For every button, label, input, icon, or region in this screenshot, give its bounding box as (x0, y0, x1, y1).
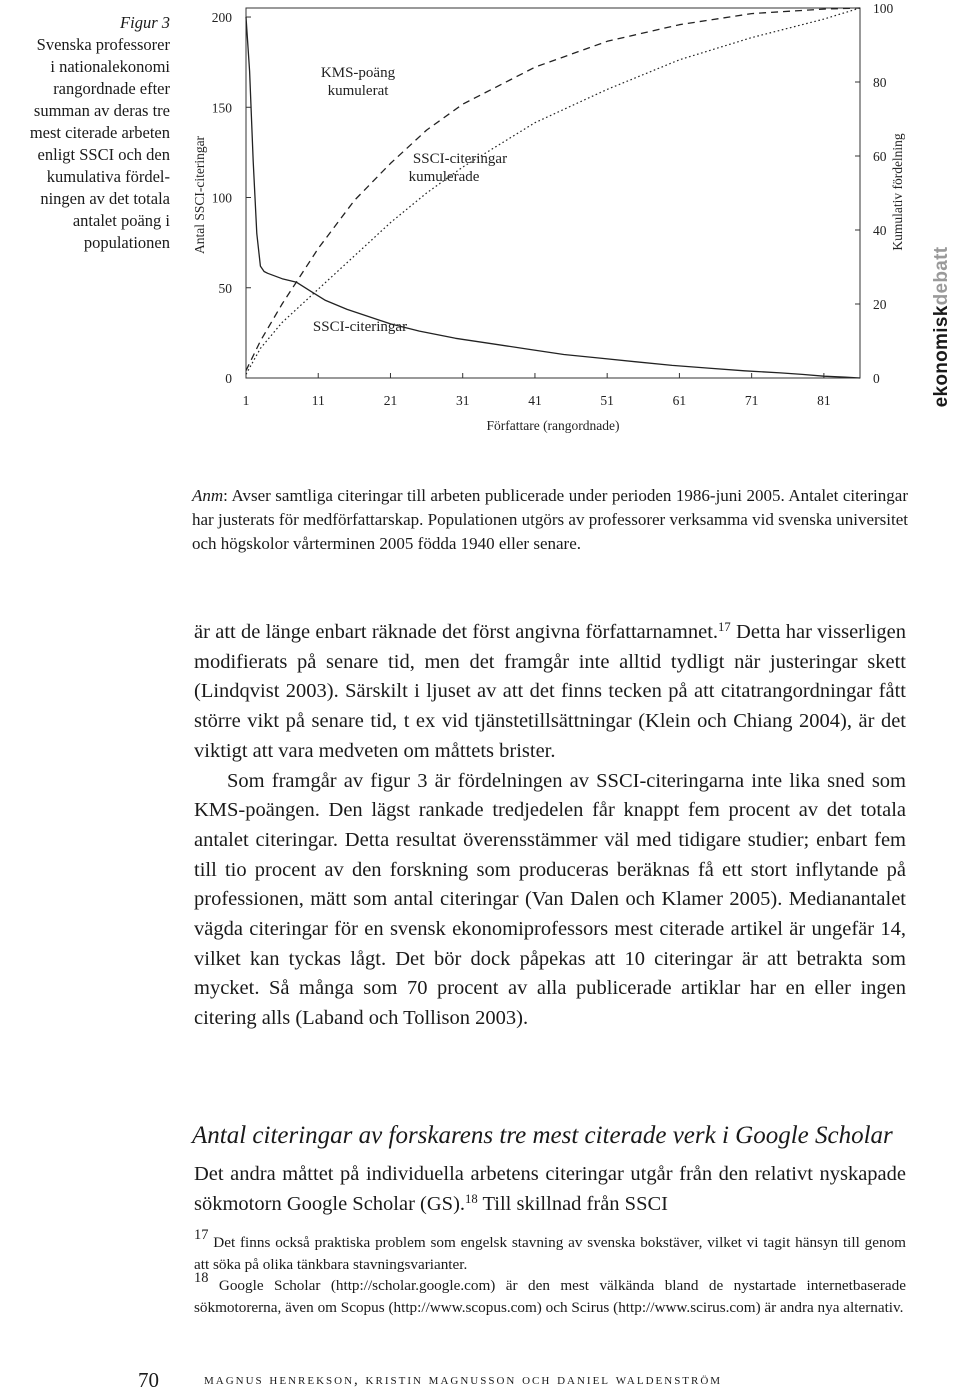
y-right-tick-label: 60 (873, 149, 887, 164)
y-right-tick-label: 80 (873, 75, 887, 90)
y-left-tick-label: 100 (211, 190, 232, 206)
x-tick-label: 11 (311, 393, 325, 408)
body-text-2 (194, 1160, 906, 1219)
x-tick-label: 51 (600, 393, 614, 408)
running-footer-authors: magnus henrekson, kristin magnusson och daniel waldenström (204, 1372, 723, 1388)
x-tick-label: 71 (744, 393, 759, 408)
page-number: 70 (138, 1368, 159, 1392)
x-tick-label: 81 (817, 393, 831, 408)
annotation-kms: KMS-poäng kumulerat (320, 65, 396, 99)
caption-line: enligt SSCI och den (37, 145, 170, 164)
x-tick-label: 21 (383, 393, 398, 408)
footnote-ref: 17 (718, 620, 731, 635)
citation-chart (0, 0, 960, 440)
x-tick-label: 1 (242, 393, 250, 408)
y-left-tick-label: 0 (225, 371, 232, 386)
paragraph: Det andra måttet på individuella arbetens citeringar utgår från den relativt nyskapade sökmotorn Google Scholar (GS).$^{18}$ Till skillnad från SSCI (194, 1163, 906, 1215)
caption-line: summan av deras tre (33, 101, 170, 120)
paragraph: Som framgår av figur 3 är fördelningen av SSCI-citeringarna inte lika sned som KMS-poängen. Den lägst rankade tredjedelen får knappt fem procent av det totala antalet citeringar. Detta resultat överensstämmer väl med tidigare studier; enbart fem till tio procent av den forskning som produceras beräknas få ett stort inflytande på professionen, mätt som antal citeringar (Van Dalen och Klamer 2005). Medianantalet vägda citeringar för en svensk ekonomiprofessors mest citerade artikel är ungefär 14, vilket kan tyckas lågt. Det bör dock påpekas att 10 citeringar är att betrakta som mycket. Så många som 70 procent av alla publicerade artiklar har en eller ingen citering alls (Laband och Tollison 2003). (194, 769, 906, 1030)
y-right-tick-label: 20 (873, 297, 887, 312)
caption-line: rangordnade efter (53, 79, 170, 98)
caption-line: Svenska professorer (36, 35, 170, 54)
x-axis-label: Författare (rangordnade) (486, 418, 620, 433)
footnotes (194, 1227, 906, 1318)
caption-line: mest citerade arbeten (29, 123, 170, 142)
footnote-ref: 18 (465, 1191, 478, 1206)
caption-line: i nationalekonomi (50, 57, 170, 76)
y-left-tick-label: 200 (211, 10, 232, 26)
note-label: Anm (192, 486, 224, 505)
x-tick-label: 41 (528, 393, 542, 408)
section-heading: Antal citeringar av forskarens tre mest citerade verk i Google Scholar (192, 1122, 893, 1149)
figure-label: Figur 3 (120, 13, 170, 32)
note-text: : Avser samtliga citeringar till arbeten publicerade under perioden 1986-juni 2005. Antalet citeringar har justerats för medförfattarskap. Populationen utgörs av professorer verksamma vid svenska universitet och högskolor vårterminen 2005 födda 1940 eller senare. (192, 486, 908, 553)
caption-line: populationen (83, 233, 170, 252)
y-right-tick-label: 100 (873, 1, 894, 16)
x-tick-label: 61 (672, 393, 687, 408)
y-left-tick-label: 50 (218, 280, 232, 296)
x-tick-label: 31 (455, 393, 470, 408)
y-axis-right-label: Kumulativ fördelning (890, 133, 905, 251)
chart-ticks (212, 1, 894, 408)
caption-line: ningen av det totala (40, 189, 170, 208)
footnote: $^{18}$ Google Scholar (http://scholar.google.com) är den mest välkända bland de nystartade internetbaserade sökmotorerna, även om Scopus (http://www.scopus.com) och Scirus (http://www.scirus.com) är andra nya alternativ. (194, 1270, 906, 1316)
y-left-tick-label: 150 (211, 100, 232, 116)
paragraph: är att de länge enbart räknade det först angivna författarnamnet.$^{17}$ Detta har visserligen modifierats på senare tid, men det framgår inte alltid tydligt när justeringar skett (Lindqvist 2003). Särskilt i ljuset av att det finns tecken på att citatrangordningar fått större vikt på senare tid, t ex vid tjänstetillsättningar (Klein och Chiang 2004), är det viktigt att vara medveten om måttets brister. (194, 620, 907, 762)
footnote: $^{17}$ Det finns också praktiska problem som engelsk stavning av svenska bokstäver, vilket vi tagit hänsyn till genom att söka på olika tänkbara stavningsvarianter. (194, 1227, 906, 1273)
y-right-tick-label: 40 (873, 223, 887, 238)
y-axis-left-label: Antal SSCI-citeringar (192, 135, 207, 255)
figure-note (192, 484, 908, 556)
annotation-ssci-cumulative: SSCI-citeringar kumulerade (408, 151, 508, 185)
brand-logo: ekonomiskdebatt (931, 246, 952, 408)
body-text (194, 618, 906, 1034)
series-kms-cumulative-line (246, 8, 860, 371)
y-right-tick-label: 0 (873, 371, 880, 386)
annotation-ssci: SSCI-citeringar (312, 319, 408, 335)
caption-line: kumulativa fördel- (46, 167, 170, 186)
caption-line: antalet poäng i (72, 211, 170, 230)
